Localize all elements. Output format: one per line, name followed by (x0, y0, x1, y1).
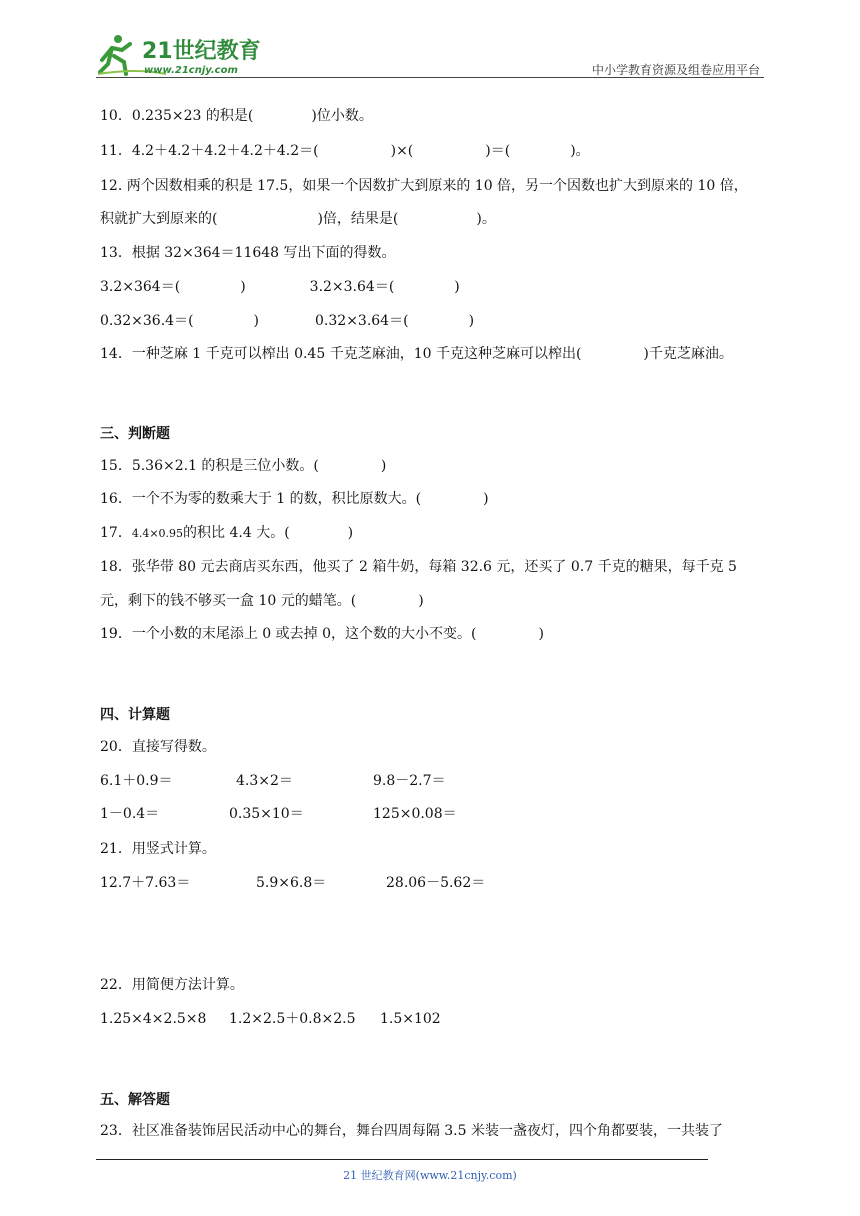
question-17: 17．4.4×0.95的积比 4.4 大。( ) (100, 525, 354, 541)
question-12-line-2: 积就扩大到原来的( )倍，结果是( )。 (100, 211, 496, 227)
question-20-item: 9.8－2.7＝ (373, 773, 446, 789)
question-21: 21．用竖式计算。 (100, 841, 216, 857)
question-20-item: 4.3×2＝ (236, 773, 293, 789)
header-rule (96, 77, 764, 78)
question-13-row-2: 0.32×36.4＝( ) 0.32×3.64＝( ) (100, 313, 475, 329)
section-5-title: 五、解答题 (100, 1092, 170, 1108)
question-21-item: 5.9×6.8＝ (256, 875, 327, 891)
question-13-row-1: 3.2×364＝( ) 3.2×3.64＝( ) (100, 279, 460, 295)
question-22: 22．用简便方法计算。 (100, 977, 244, 993)
logo (96, 30, 276, 78)
question-21-item: 12.7＋7.63＝ (100, 875, 191, 891)
page-header (96, 30, 764, 80)
question-20-item: 125×0.08＝ (373, 806, 457, 822)
question-22-item: 1.5×102 (380, 1011, 441, 1027)
question-14: 14．一种芝麻 1 千克可以榨出 0.45 千克芝麻油，10 千克这种芝麻可以榨出( )千克芝麻油。 (100, 346, 733, 362)
question-15: 15．5.36×2.1 的积是三位小数。( ) (100, 458, 387, 474)
question-16: 16．一个不为零的数乘大于 1 的数，积比原数大。( ) (100, 491, 489, 507)
question-10: 10．0.235×23 的积是( )位小数。 (100, 108, 373, 124)
question-22-item: 1.25×4×2.5×8 (100, 1011, 207, 1027)
question-20-item: 0.35×10＝ (229, 806, 304, 822)
section-3-title: 三、判断题 (100, 426, 170, 442)
platform-name: 中小学教育资源及组卷应用平台 (591, 63, 760, 77)
question-18-line-1: 18．张华带 80 元去商店买东西，他买了 2 箱牛奶，每箱 32.6 元，还买了 0.7 千克的糖果，每千克 5 (100, 559, 737, 575)
question-19: 19．一个小数的末尾添上 0 或去掉 0，这个数的大小不变。( ) (100, 626, 544, 642)
footer-rule (96, 1159, 708, 1160)
question-21-item: 28.06－5.62＝ (386, 875, 486, 891)
section-4-title: 四、计算题 (100, 707, 170, 723)
question-20: 20．直接写得数。 (100, 739, 216, 755)
svg-text:21世纪教育: 21世纪教育 (142, 39, 261, 64)
question-20-item: 1－0.4＝ (100, 806, 160, 822)
footer-link[interactable]: 21 世纪教育网(www.21cnjy.com) (343, 1169, 517, 1182)
question-20-item: 6.1＋0.9＝ (100, 773, 173, 789)
question-12-line-1: 12. 两个因数相乘的积是 17.5，如果一个因数扩大到原来的 10 倍，另一个因数也扩大到原来的 10 倍， (100, 178, 748, 194)
question-18-line-2: 元，剩下的钱不够买一盒 10 元的蜡笔。( ) (100, 593, 424, 609)
question-13: 13．根据 32×364＝11648 写出下面的得数。 (100, 245, 396, 261)
svg-text:www.21cnjy.com: www.21cnjy.com (144, 65, 238, 76)
question-23-line-1: 23．社区准备装饰居民活动中心的舞台，舞台四周每隔 3.5 米装一盏夜灯，四个角都要装，一共装了 (100, 1123, 723, 1139)
question-22-item: 1.2×2.5＋0.8×2.5 (229, 1011, 356, 1027)
question-11: 11．4.2＋4.2＋4.2＋4.2＋4.2＝( )×( )＝( )。 (100, 143, 590, 159)
